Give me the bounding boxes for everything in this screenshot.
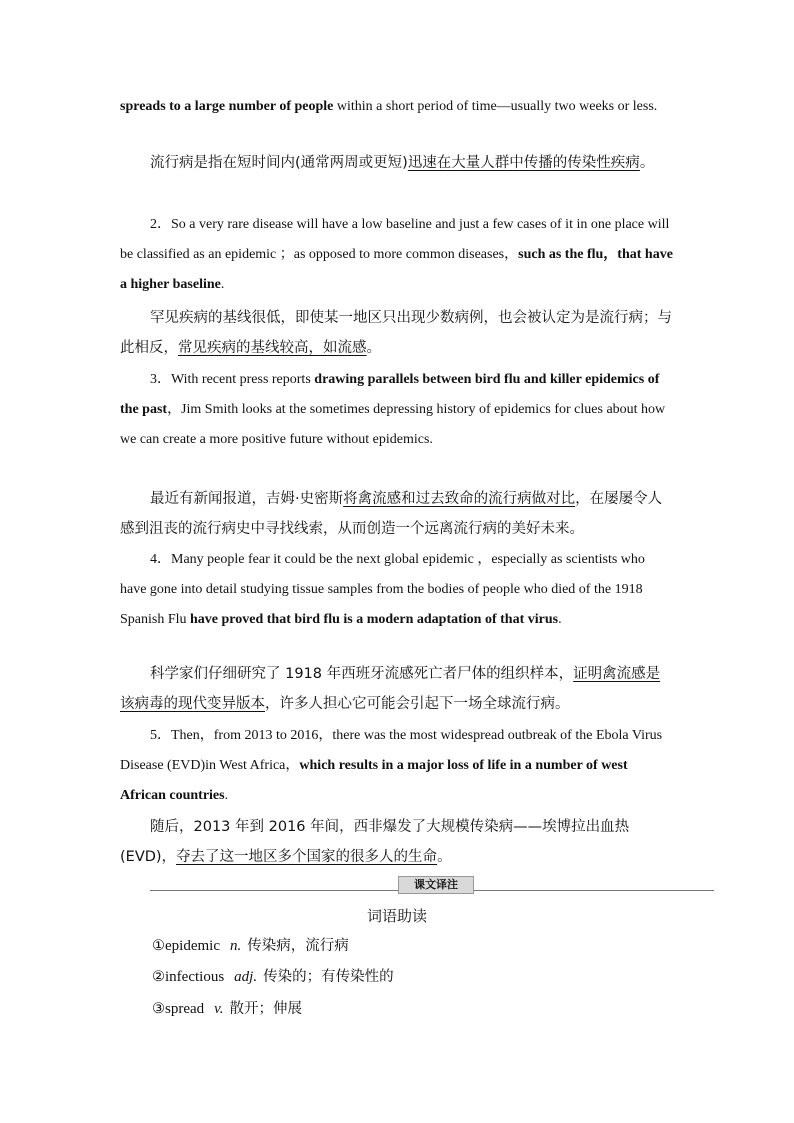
bold-phrase: such as the flu，that have a higher baseline [120,247,673,292]
bold-phrase: have proved that bird flu is a modern adaptation of that virus [190,612,559,627]
vocab-number: ② [152,969,165,985]
chinese-paragraph-5 [120,812,673,872]
underlined-phrase: 将禽流感和过去致命的流行病做对比 [343,491,576,507]
vocab-word: epidemic [165,938,220,954]
underlined-phrase: 证明禽流感是该病毒的现代变异版本 [120,666,661,712]
text-run: 。 [366,340,381,356]
section-tab-label: 课文译注 [398,876,474,894]
text-run: 流行病是指在短时间内(通常两周或更短) [150,155,408,171]
text-run: . [224,788,229,803]
english-paragraph-4 [120,545,673,635]
vocab-title: 词语助读 [366,907,427,925]
text-run: ，在屡屡令人感到沮丧的流行病史中寻找线索，从而创造一个远离流行病的美好未来。 [120,491,663,537]
chinese-paragraph-1 [120,148,673,178]
vocab-meaning: 传染的；有传染性的 [263,969,394,985]
text-run: 罕见疾病的基线很低，即使某一地区只出现少数病例，也会被认定为是流行病；与此相反， [120,310,672,356]
text-run: 。 [437,849,452,865]
english-paragraph-1-continued [120,92,673,122]
bold-phrase: drawing parallels between bird flu and killer epidemics of the past [120,372,660,417]
vocab-item [152,997,302,1021]
text-run: 随后，2013 年到 2016 年间，西非爆发了大规模传染病——埃博拉出血热(EVD)， [120,819,630,865]
vocab-item [152,934,349,958]
vocab-pos: adj. [234,969,258,985]
text-run: ，Jim Smith looks at the sometimes depressing history of epidemics for clues about how we can create a more positive future without epidemics. [120,402,666,447]
vocab-item [152,965,394,989]
underlined-phrase: 迅速在大量人群中传播的传染性疾病 [407,155,640,171]
text-run: 5．Then，from 2013 to 2016，there was the most widespread outbreak of the Ebola Virus Disease (EVD)in West Africa， [120,728,663,773]
text-run: 4．Many people fear it could be the next global epidemic ，especially as scientists who have gone into detail studying tissue samples from the bodies of people who died of the 1918 Spanish Flu [120,552,645,627]
vocab-number: ① [152,938,165,954]
bold-phrase: which results in a major loss of life in a number of west African countries [120,758,628,803]
chinese-paragraph-3 [120,484,673,544]
section-divider [150,876,714,894]
text-run: 3．With recent press reports [150,372,315,387]
text-run: within a short period of time—usually two weeks or less. [333,99,658,114]
vocab-word: infectious [165,969,225,985]
text-run: 科学家们仔细研究了 1918 年西班牙流感死亡者尸体的组织样本， [150,666,574,682]
english-paragraph-3 [120,365,673,455]
bold-phrase: spreads to a large number of people [120,99,334,114]
vocab-number: ③ [152,1001,165,1017]
underlined-phrase: 常见疾病的基线较高，如流感 [178,340,367,356]
vocab-pos: n. [229,938,242,954]
english-paragraph-5 [120,721,673,811]
text-run: 。 [639,155,655,171]
text-run: . [220,277,225,292]
chinese-paragraph-2 [120,303,673,363]
text-run: . [558,612,562,627]
chinese-paragraph-4 [120,659,673,719]
vocab-meaning: 传染病，流行病 [247,938,349,954]
vocab-meaning: 散开；伸展 [229,1001,302,1017]
underlined-phrase: 夺去了这一地区多个国家的很多人的生命 [176,849,438,865]
english-paragraph-2 [120,210,673,300]
vocab-word: spread [165,1001,205,1017]
vocab-pos: v. [214,1001,224,1017]
text-run: 最近有新闻报道，吉姆·史密斯 [150,491,344,507]
text-run: ，许多人担心它可能会引起下一场全球流行病。 [265,696,570,712]
text-run: 2．So a very rare disease will have a low baseline and just a few cases of it in one place will be classified as an epidemic ；as opposed to more common diseases， [120,217,670,262]
